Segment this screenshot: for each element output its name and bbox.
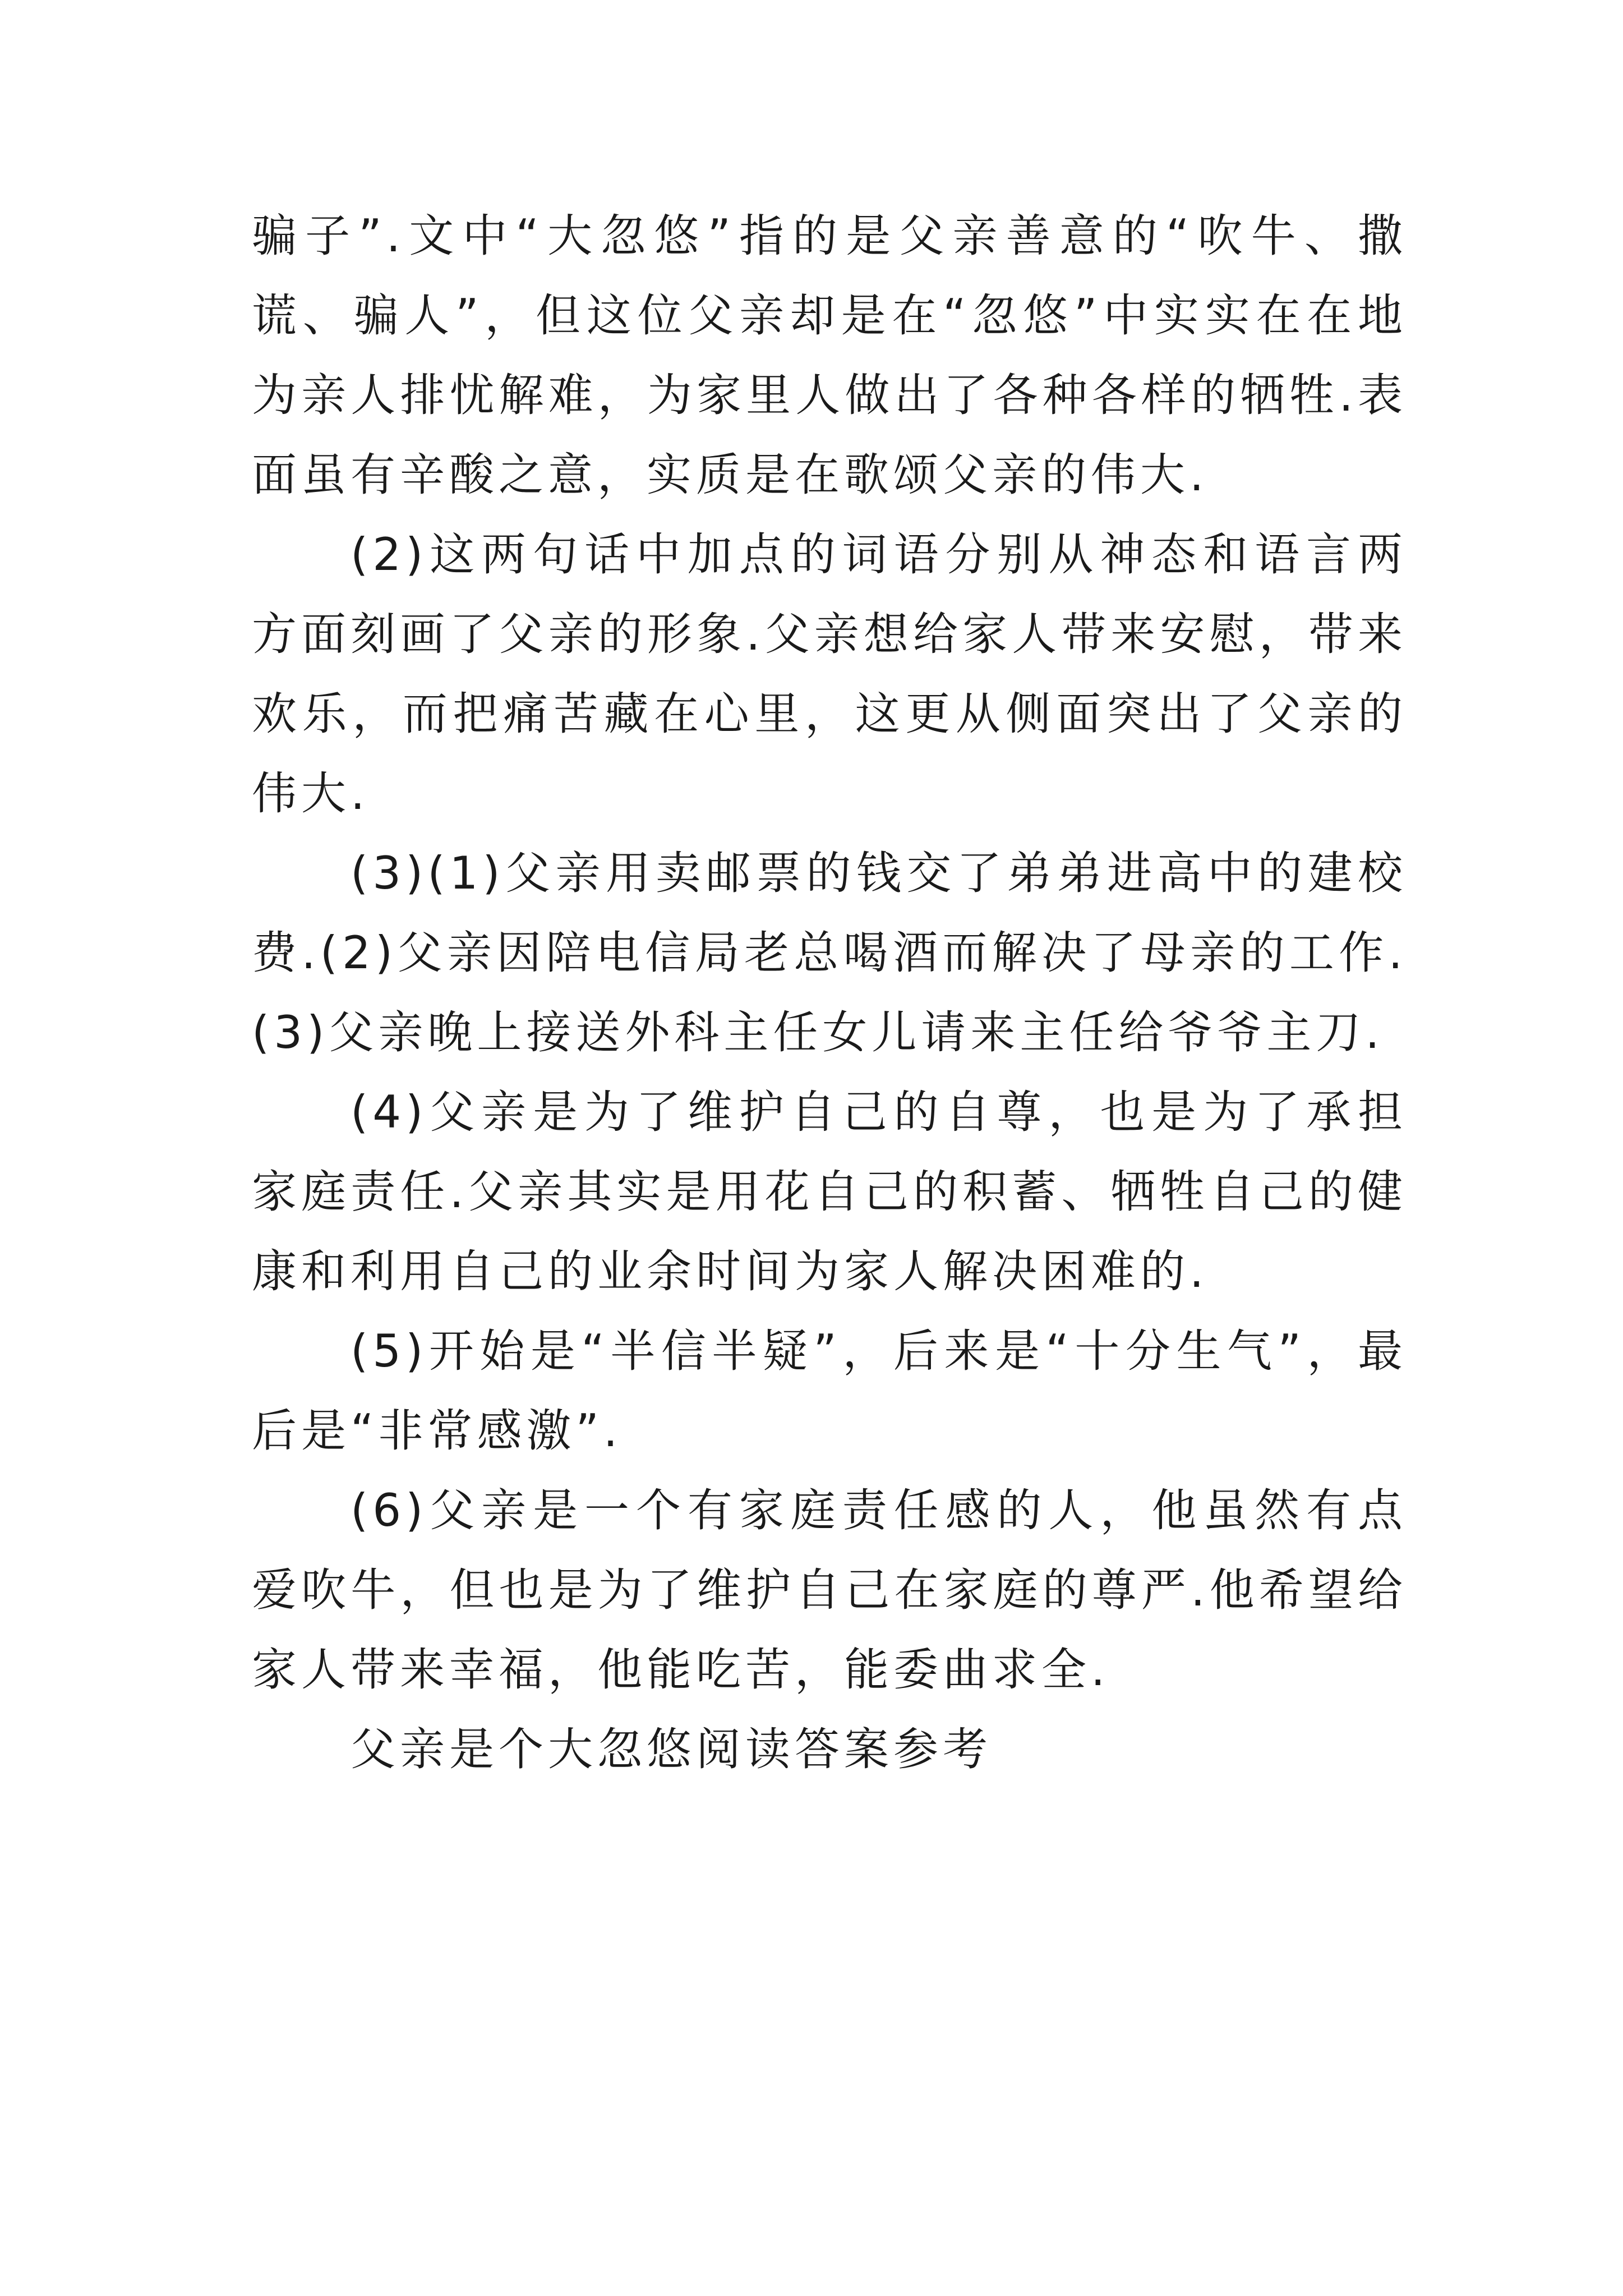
answer-paragraph-3: (3)(1)父亲用卖邮票的钱交了弟弟进高中的建校费.(2)父亲因陪电信局老总喝酒而解决了母亲的工作.(3)父亲晚上接送外科主任女儿请来主任给爷爷主刀. [252,847,1407,1059]
paragraph-continuation: 骗子”.文中“大忽悠”指的是父亲善意的“吹牛、撒谎、骗人”，但这位父亲却是在“忽悠”中实实在在地为亲人排忧解难，为家里人做出了各种各样的牺牲.表面虽有辛酸之意，实质是在歌颂父亲的伟大. [252,210,1407,501]
answer-paragraph-5: (5)开始是“半信半疑”，后来是“十分生气”，最后是“非常感激”. [252,1325,1407,1457]
answer-paragraph-6: (6)父亲是一个有家庭责任感的人，他虽然有点爱吹牛，但也是为了维护自己在家庭的尊严.他希望给家人带来幸福，他能吃苦，能委曲求全. [252,1484,1407,1696]
document-body [252,196,1407,1789]
answer-paragraph-4: (4)父亲是为了维护自己的自尊，也是为了承担家庭责任.父亲其实是用花自己的积蓄、牺牲自己的健康和利用自己的业余时间为家人解决困难的. [252,1086,1407,1297]
closing-title-line: 父亲是个大忽悠阅读答案参考 [351,1723,992,1775]
answer-paragraph-2: (2)这两句话中加点的词语分别从神态和语言两方面刻画了父亲的形象.父亲想给家人带来安慰，带来欢乐，而把痛苦藏在心里，这更从侧面突出了父亲的伟大. [252,528,1407,820]
